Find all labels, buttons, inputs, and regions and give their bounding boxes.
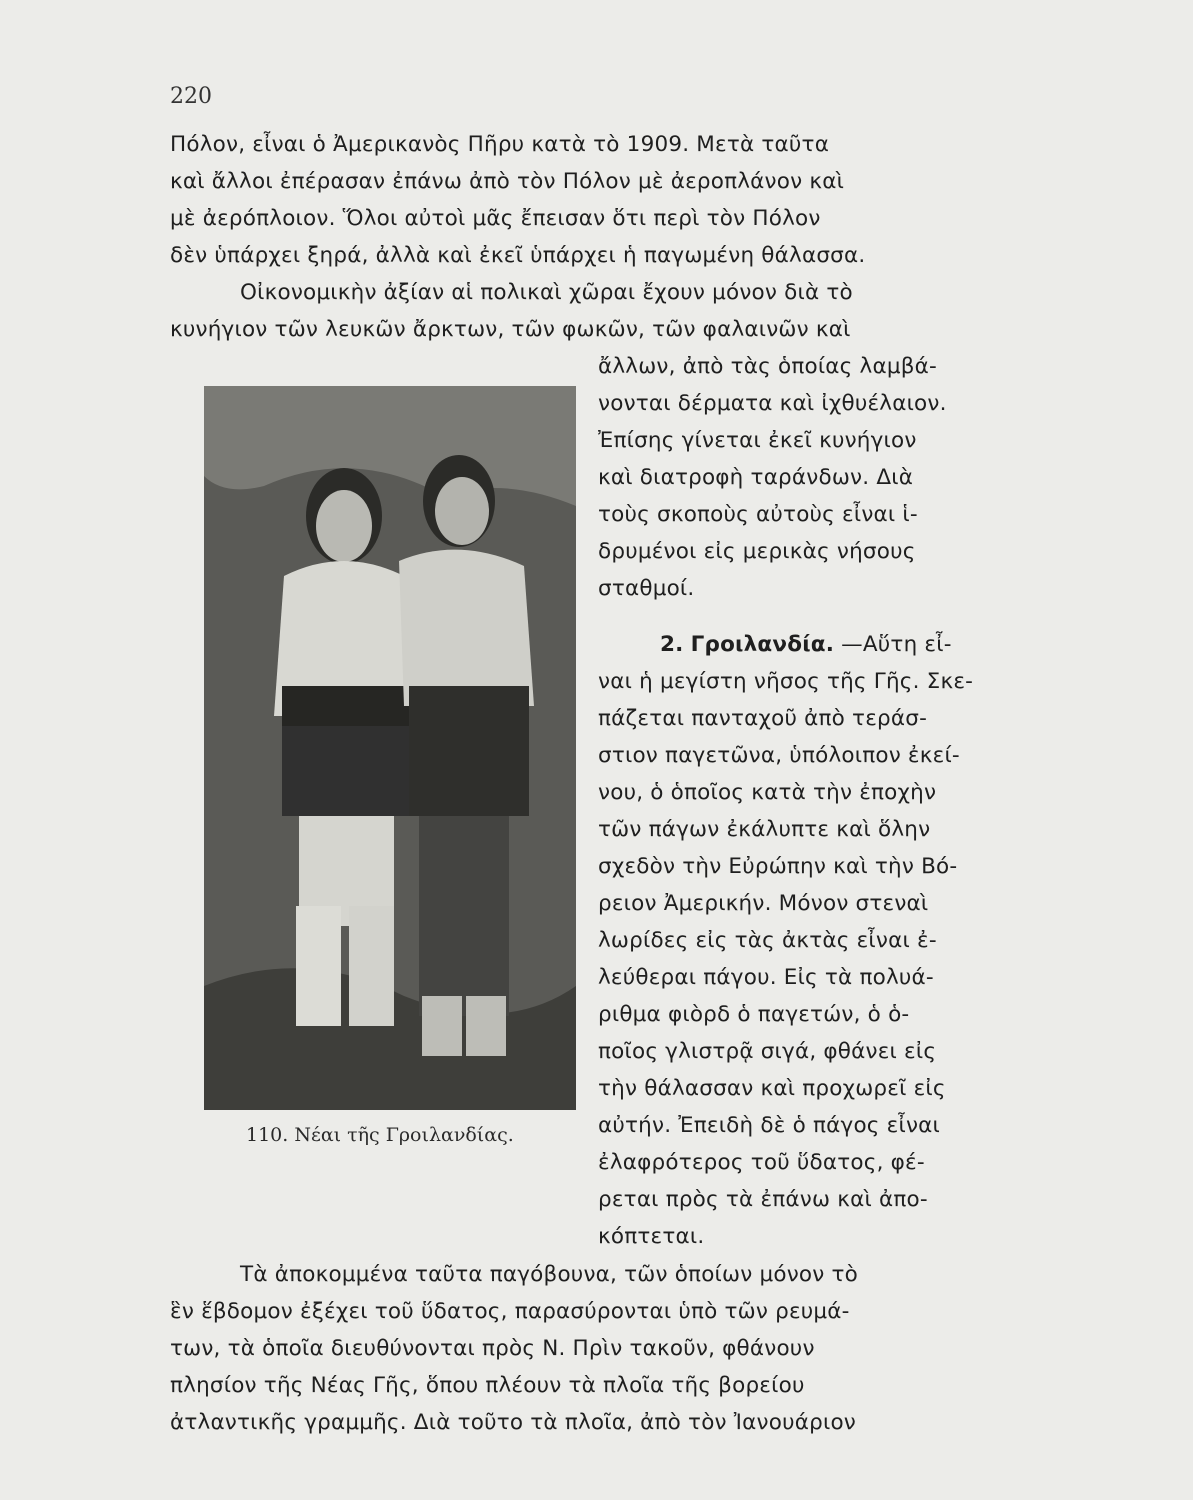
text-line: πλησίον τῆς Νέας Γῆς, ὅπου πλέουν τὰ πλοῖα τῆς βορείου: [170, 1373, 805, 1398]
text-line: Τὰ ἀποκομμένα ταῦτα παγόβουνα, τῶν ὁποίων μόνον τὸ: [240, 1262, 859, 1287]
text-line: τῶν πάγων ἐκάλυπτε καὶ ὅλην: [598, 817, 931, 842]
section-heading: [660, 628, 1030, 662]
text-line: των, τὰ ὁποῖα διευθύνονται πρὸς Ν. Πρὶν τακοῦν, φθάνουν: [170, 1336, 815, 1361]
text-line: πάζεται πανταχοῦ ἀπὸ τεράσ-: [598, 706, 928, 731]
text-line: Ἐπίσης γίνεται ἐκεῖ κυνήγιον: [598, 428, 917, 453]
text-line: σχεδὸν τὴν Εὐρώπην καὶ τὴν Βό-: [598, 854, 958, 879]
text-line: νου, ὁ ὁποῖος κατὰ τὴν ἐποχὴν: [598, 780, 937, 805]
text-line: λεύθεραι πάγου. Εἰς τὰ πολυά-: [598, 965, 934, 990]
page-number: 220: [170, 84, 212, 109]
text-line: ρειον Ἀμερικήν. Μόνον στεναὶ: [598, 891, 929, 916]
text-line: κυνήγιον τῶν λευκῶν ἄρκτων, τῶν φωκῶν, τῶν φαλαινῶν καὶ: [170, 317, 851, 342]
text-line: αὐτήν. Ἐπειδὴ δὲ ὁ πάγος εἶναι: [598, 1113, 941, 1138]
text-line: ναι ἡ μεγίστη νῆσος τῆς Γῆς. Σκε-: [598, 669, 974, 694]
text-line: ριθμα φιὸρδ ὁ παγετών, ὁ ὁ-: [598, 1002, 910, 1027]
text-line: ἐλαφρότερος τοῦ ὕδατος, φέ-: [598, 1150, 925, 1175]
section-first-line: —Αὕτη εἶ-: [841, 632, 952, 657]
section-number: 2.: [660, 632, 684, 657]
photograph: [204, 386, 576, 1110]
text-line: νονται δέρματα καὶ ἰχθυέλαιον.: [598, 391, 947, 416]
text-line: ποῖος γλιστρᾷ σιγά, φθάνει εἰς: [598, 1039, 937, 1064]
text-line: ρεται πρὸς τὰ ἐπάνω καὶ ἀπο-: [598, 1187, 928, 1212]
text-line: τὴν θάλασσαν καὶ προχωρεῖ εἰς: [598, 1076, 946, 1101]
text-line: ἄλλων, ἀπὸ τὰς ὁποίας λαμβά-: [598, 354, 937, 379]
text-line: καὶ ἄλλοι ἐπέρασαν ἐπάνω ἀπὸ τὸν Πόλον μὲ ἀεροπλάνον καὶ: [170, 169, 845, 194]
text-line: στιον παγετῶνα, ὑπόλοιπον ἐκεί-: [598, 743, 960, 768]
text-line: κόπτεται.: [598, 1224, 705, 1249]
text-line: ἀτλαντικῆς γραμμῆς. Διὰ τοῦτο τὰ πλοῖα, ἀπὸ τὸν Ἰανουάριον: [170, 1410, 857, 1435]
text-line: σταθμοί.: [598, 576, 695, 601]
text-line: καὶ διατροφὴ ταράνδων. Διὰ: [598, 465, 914, 490]
section-title: Γροιλανδία.: [690, 632, 835, 657]
photograph-drawing: [204, 386, 576, 1110]
figure-caption: 110. Νέαι τῆς Γροιλανδίας.: [246, 1124, 514, 1146]
text-line: λωρίδες εἰς τὰς ἀκτὰς εἶναι ἐ-: [598, 928, 937, 953]
text-line: Οἰκονομικὴν ἀξίαν αἱ πολικαὶ χῶραι ἔχουν μόνον διὰ τὸ: [240, 280, 853, 305]
text-line: ἓν ἕβδομον ἐξέχει τοῦ ὕδατος, παρασύρονται ὑπὸ τῶν ρευμά-: [170, 1299, 850, 1324]
text-line: δὲν ὑπάρχει ξηρά, ἀλλὰ καὶ ἐκεῖ ὑπάρχει ἡ παγωμένη θάλασσα.: [170, 243, 866, 268]
text-line: Πόλον, εἶναι ὁ Ἀμερικανὸς Πῆρυ κατὰ τὸ 1909. Μετὰ ταῦτα: [170, 132, 830, 157]
text-line: δρυμένοι εἰς μερικὰς νήσους: [598, 539, 916, 564]
text-line: μὲ ἀερόπλοιον. Ὅλοι αὐτοὶ μᾶς ἔπεισαν ὅτι περὶ τὸν Πόλον: [170, 206, 821, 231]
text-line: τοὺς σκοποὺς αὐτοὺς εἶναι ἱ-: [598, 502, 918, 527]
